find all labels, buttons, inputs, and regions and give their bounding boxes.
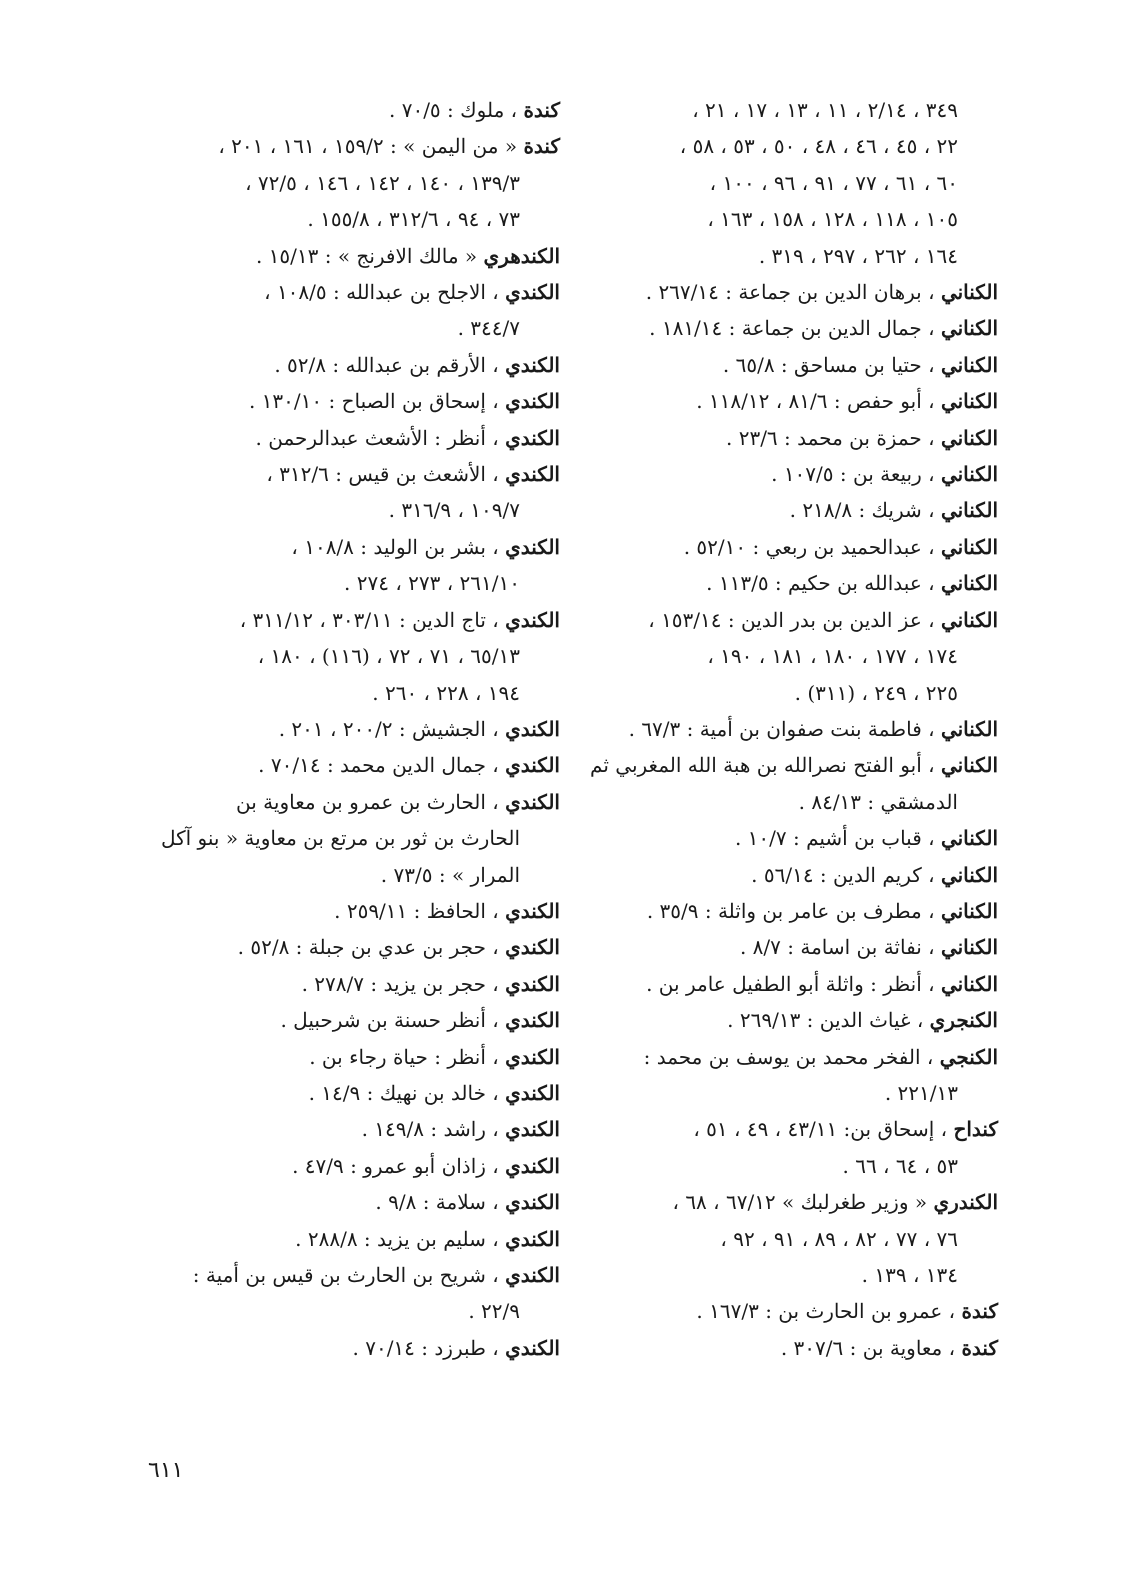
entry-line	[568, 820, 998, 856]
entry-headword: الكندي	[505, 789, 560, 814]
entry-headword: الكندهري	[483, 243, 560, 268]
entry-line	[130, 238, 560, 274]
entry-headword: الكناني	[940, 826, 998, 851]
entry-text: ، نفاثة بن اسامة : ٨/٧ .	[739, 935, 935, 960]
entry-text: ، إسحاق بن: ٤٣/١١ ، ٤٩ ، ٥١ ،	[693, 1117, 948, 1142]
entry-text: ، عبدالله بن حكيم : ١١٣/٥ .	[706, 571, 935, 596]
entry-headword: الكندي	[505, 280, 560, 305]
index-entry	[130, 929, 560, 965]
entry-text: ، جمال الدين محمد : ٧٠/١٤ .	[258, 753, 499, 778]
entry-headword: الكندي	[505, 1263, 560, 1287]
entry-headword: الكناني	[940, 971, 998, 996]
entry-text: ، راشد : ١٤٩/٨ .	[361, 1117, 499, 1142]
entry-headword: الكندي	[505, 1335, 560, 1360]
index-entry	[130, 1039, 560, 1075]
entry-headword: الكندي	[505, 1226, 560, 1251]
index-entry	[568, 383, 998, 419]
entry-text: الحارث بن ثور بن مرتع بن معاوية « بنو آكل	[160, 826, 520, 851]
entry-text: ١٣٩/٣ ، ١٤٠ ، ١٤٢ ، ١٤٦ ، ٧٢/٥ ،	[245, 170, 520, 195]
index-entry	[130, 1148, 560, 1184]
index-entry	[568, 1330, 998, 1366]
entry-line	[130, 201, 560, 237]
entry-headword: الكندي	[505, 389, 560, 414]
index-entry	[130, 92, 560, 128]
entry-text: المرار » : ٧٣/٥ .	[380, 862, 520, 887]
entry-line	[568, 420, 998, 456]
entry-text: ، عبدالحميد بن ربعي : ٥٢/١٠ .	[683, 534, 935, 559]
entry-text: ٧٦ ، ٧٧ ، ٨٢ ، ٨٩ ، ٩١ ، ٩٢ ،	[720, 1226, 958, 1251]
entry-line	[568, 492, 998, 528]
index-entry	[130, 1111, 560, 1147]
entry-line	[130, 638, 560, 674]
entry-text: ، إسحاق بن الصباح : ١٣٠/١٠ .	[248, 389, 499, 414]
entry-headword: الكندي	[505, 607, 560, 632]
entry-line	[568, 1148, 998, 1184]
entry-text: ، شريك : ٢١٨/٨ .	[789, 498, 935, 523]
entry-text: ، زاذان أبو عمرو : ٤٧/٩ .	[292, 1153, 499, 1178]
entry-headword: الكناني	[940, 607, 998, 632]
entry-text: ، ربيعة بن : ١٠٧/٥ .	[771, 462, 935, 487]
entry-line	[568, 565, 998, 601]
entry-text: ١٠٩/٧ ، ٣١٦/٩ .	[388, 498, 520, 523]
entry-line	[130, 420, 560, 456]
entry-line	[130, 1148, 560, 1184]
entry-headword: كنداح	[953, 1117, 998, 1142]
entry-line	[568, 274, 998, 310]
index-entry	[130, 1075, 560, 1111]
entry-text: ، حجر بن عدي بن جبلة : ٥٢/٨ .	[237, 935, 499, 960]
entry-headword: الكندي	[505, 716, 560, 741]
entry-line	[568, 456, 998, 492]
entry-text: ، أبو الفتح نصرالله بن هبة الله المغربي ثم	[590, 753, 935, 778]
index-entry	[568, 529, 998, 565]
entry-line	[568, 929, 998, 965]
entry-line	[568, 966, 998, 1002]
index-entry	[568, 929, 998, 965]
entry-line	[568, 602, 998, 638]
index-entry	[568, 456, 998, 492]
entry-headword: كندة	[523, 98, 560, 122]
entry-line	[568, 1257, 998, 1293]
index-entry	[130, 602, 560, 711]
entry-line	[130, 456, 560, 492]
index-entry	[568, 893, 998, 929]
entry-text: ، حجر بن يزيد : ٢٧٨/٧ .	[301, 971, 499, 996]
entry-headword: الكندي	[505, 1080, 560, 1105]
entry-headword: الكندي	[505, 1190, 560, 1215]
entry-headword: الكناني	[940, 389, 998, 414]
entry-line	[130, 1111, 560, 1147]
index-entry	[568, 347, 998, 383]
entry-text: ٢٦١/١٠ ، ٢٧٣ ، ٢٧٤ .	[344, 571, 520, 596]
entry-headword: الكناني	[940, 716, 998, 741]
entry-headword: الكناني	[940, 753, 998, 778]
entry-line	[568, 1075, 998, 1111]
entry-headword: الكناني	[940, 898, 998, 923]
index-entry	[568, 310, 998, 346]
entry-text: ، حتيا بن مساحق : ٦٥/٨ .	[722, 352, 935, 377]
entry-text: ، كريم الدين : ٥٦/١٤ .	[751, 862, 935, 887]
entry-headword: الكندي	[505, 425, 560, 450]
entry-text: ، أنظر : حياة رجاء بن .	[309, 1044, 499, 1069]
entry-text: ، أنظر : الأشعث عبدالرحمن .	[255, 425, 499, 450]
entry-text: « وزير طغرلبك » ٦٧/١٢ ، ٦٨ ،	[672, 1190, 928, 1215]
entry-headword: الكندي	[505, 1117, 560, 1142]
entry-headword: كندة	[961, 1299, 998, 1324]
entry-headword: الكندي	[505, 1153, 560, 1178]
entry-text: ، حمزة بن محمد : ٢٣/٦ .	[725, 425, 935, 450]
entry-line	[130, 128, 560, 164]
entry-text: ٣٤٩ ، ٢/١٤ ، ١١ ، ١٣ ، ١٧ ، ٢١ ،	[692, 98, 958, 122]
index-entry	[130, 966, 560, 1002]
entry-text: ، خالد بن نهيك : ١٤/٩ .	[308, 1080, 499, 1105]
entry-line	[130, 274, 560, 310]
entry-text: ١٩٤ ، ٢٢٨ ، ٢٦٠ .	[372, 680, 520, 705]
index-entry	[130, 274, 560, 347]
entry-line	[130, 565, 560, 601]
entry-line	[568, 1330, 998, 1366]
entry-headword: الكندي	[505, 534, 560, 559]
entry-headword: الكندي	[505, 462, 560, 487]
entry-text: ، سلامة : ٩/٨ .	[375, 1190, 499, 1215]
entry-text: ، بشر بن الوليد : ١٠٨/٨ ،	[291, 534, 499, 559]
entry-text: « من اليمن » : ١٥٩/٢ ، ١٦١ ، ٢٠١ ،	[218, 134, 518, 159]
entry-line	[130, 1293, 560, 1329]
entry-text: ، الفخر محمد بن يوسف بن محمد :	[643, 1044, 934, 1069]
index-entry	[568, 820, 998, 856]
entry-text: ٢٢٥ ، ٢٤٩ ، (٣١١) .	[794, 680, 958, 705]
index-entry	[130, 1330, 560, 1366]
entry-line	[568, 383, 998, 419]
entry-line	[568, 1039, 998, 1075]
entry-line	[130, 383, 560, 419]
entry-line	[568, 638, 998, 674]
entry-line	[568, 1111, 998, 1147]
entry-line	[568, 529, 998, 565]
entry-line	[130, 347, 560, 383]
index-entry	[130, 1257, 560, 1330]
index-entry	[130, 893, 560, 929]
entry-line	[130, 1221, 560, 1257]
entry-headword: الكناني	[940, 498, 998, 523]
entry-line	[130, 1257, 560, 1293]
entry-headword: الكندري	[933, 1190, 998, 1215]
entry-text: ، شريح بن الحارث بن قيس بن أمية :	[192, 1263, 499, 1287]
entry-line	[568, 128, 998, 164]
index-entry	[130, 1184, 560, 1220]
index-entry	[130, 383, 560, 419]
entry-line	[568, 1184, 998, 1220]
entry-text: ، غياث الدين : ٢٦٩/١٣ .	[727, 1008, 924, 1033]
entry-text: ، مطرف بن عامر بن واثلة : ٣٥/٩ .	[646, 898, 935, 923]
entry-line	[130, 602, 560, 638]
entry-text: ، ملوك : ٧٠/٥ .	[388, 98, 518, 122]
entry-headword: الكناني	[940, 935, 998, 960]
index-entry	[130, 747, 560, 783]
entry-line	[568, 1002, 998, 1038]
entry-headword: الكندي	[505, 352, 560, 377]
entry-line	[568, 747, 998, 783]
index-entry	[568, 711, 998, 747]
entry-headword: الكندي	[505, 898, 560, 923]
index-entry	[130, 456, 560, 529]
entry-headword: الكناني	[940, 462, 998, 487]
entry-text: ، جمال الدين بن جماعة : ١٨١/١٤ .	[649, 316, 935, 341]
entry-line	[130, 857, 560, 893]
entry-text: ٣٤٤/٧ .	[457, 316, 520, 341]
entry-text: ، الأشعث بن قيس : ٣١٢/٦ ،	[266, 462, 499, 487]
entry-text: ، الاجلح بن عبدالله : ١٠٨/٥ ،	[264, 280, 499, 305]
entry-text: ، تاج الدين : ٣٠٣/١١ ، ٣١١/١٢ ،	[239, 607, 499, 632]
entry-headword: الكناني	[940, 862, 998, 887]
index-entry	[130, 784, 560, 893]
entry-line	[130, 165, 560, 201]
entry-text: ٢٢/٩ .	[468, 1299, 520, 1324]
entry-line	[130, 1075, 560, 1111]
entry-text: ، أنظر حسنة بن شرحبيل .	[280, 1008, 499, 1033]
entry-line	[130, 310, 560, 346]
entry-text: ، الأرقم بن عبدالله : ٥٢/٨ .	[274, 352, 499, 377]
entry-text: ، الحافظ : ٢٥٩/١١ .	[334, 898, 499, 923]
entry-headword: الكناني	[940, 534, 998, 559]
entry-headword: الكناني	[940, 425, 998, 450]
entry-headword: الكنجري	[929, 1008, 998, 1033]
entry-headword: الكنجي	[939, 1044, 998, 1069]
entry-text: ، عز الدين بن بدر الدين : ١٥٣/١٤ ،	[648, 607, 935, 632]
entry-text: ، الجشيش : ٢٠٠/٢ ، ٢٠١ .	[278, 716, 499, 741]
entry-text: ، عمرو بن الحارث بن : ١٦٧/٣ .	[696, 1299, 956, 1324]
entry-text: ١٧٤ ، ١٧٧ ، ١٨٠ ، ١٨١ ، ١٩٠ ،	[707, 644, 958, 669]
index-entry	[568, 747, 998, 820]
entry-text: ١٣٤ ، ١٣٩ .	[861, 1263, 958, 1287]
index-entry	[130, 1221, 560, 1257]
entry-headword: كندة	[961, 1335, 998, 1360]
entry-text: ١٦٤ ، ٢٦٢ ، ٢٩٧ ، ٣١٩ .	[758, 243, 958, 268]
entry-text: ، قباب بن أشيم : ١٠/٧ .	[734, 826, 935, 851]
entry-headword: الكناني	[940, 571, 998, 596]
entry-line	[130, 966, 560, 1002]
entry-line	[130, 492, 560, 528]
entry-line	[568, 92, 998, 128]
entry-headword: الكناني	[940, 280, 998, 305]
index-entry	[568, 420, 998, 456]
entry-line	[130, 747, 560, 783]
entry-headword: الكندي	[505, 753, 560, 778]
entry-line	[130, 893, 560, 929]
entry-headword: كندة	[523, 134, 560, 159]
entry-line	[568, 310, 998, 346]
index-entry	[130, 238, 560, 274]
index-entry	[130, 1002, 560, 1038]
entry-text: ٢٢ ، ٤٥ ، ٤٦ ، ٤٨ ، ٥٠ ، ٥٣ ، ٥٨ ،	[679, 134, 958, 159]
entry-line	[130, 711, 560, 747]
index-entry	[568, 602, 998, 711]
entry-headword: الكناني	[940, 316, 998, 341]
index-column-left	[130, 92, 560, 1366]
index-entry	[568, 492, 998, 528]
entry-text: ١٠٥ ، ١١٨ ، ١٢٨ ، ١٥٨ ، ١٦٣ ،	[707, 207, 958, 232]
index-entry	[130, 529, 560, 602]
page-number: ٦١١	[148, 1458, 184, 1483]
index-entry	[568, 966, 998, 1002]
index-entry	[568, 1184, 998, 1293]
entry-line	[130, 784, 560, 820]
entry-line	[568, 711, 998, 747]
index-entry	[130, 347, 560, 383]
entry-line	[130, 529, 560, 565]
entry-text: ، معاوية بن : ٣٠٧/٦ .	[780, 1335, 956, 1360]
entry-line	[130, 1184, 560, 1220]
index-entry	[568, 1111, 998, 1184]
entry-headword: الكندي	[505, 935, 560, 960]
entry-text: ، طبرزد : ٧٠/١٤ .	[352, 1335, 499, 1360]
entry-line	[568, 201, 998, 237]
entry-line	[130, 1330, 560, 1366]
index-entry	[568, 1039, 998, 1112]
entry-line	[568, 893, 998, 929]
entry-line	[568, 1293, 998, 1329]
entry-text: « مالك الافرنج » : ١٥/١٣ .	[255, 243, 478, 268]
entry-headword: الكندي	[505, 1044, 560, 1069]
entry-text: ، فاطمة بنت صفوان بن أمية : ٦٧/٣ .	[628, 716, 935, 741]
entry-headword: الكندي	[505, 1008, 560, 1033]
entry-text: ٢٢١/١٣ .	[884, 1080, 958, 1105]
entry-line	[130, 1002, 560, 1038]
entry-text: الدمشقي : ٨٤/١٣ .	[798, 789, 958, 814]
entry-line	[130, 929, 560, 965]
index-entry	[130, 420, 560, 456]
entry-text: ، أبو حفص : ٨١/٦ ، ١١٨/١٢ .	[696, 389, 935, 414]
entry-line	[568, 1221, 998, 1257]
index-entry	[568, 1002, 998, 1038]
index-entry	[568, 92, 998, 274]
entry-line	[568, 784, 998, 820]
entry-text: ، الحارث بن عمرو بن معاوية بن	[236, 789, 499, 814]
entry-headword: الكناني	[940, 352, 998, 377]
index-column-right	[568, 92, 998, 1366]
entry-line	[130, 820, 560, 856]
entry-line	[568, 165, 998, 201]
entry-line	[568, 238, 998, 274]
entry-text: ، برهان الدين بن جماعة : ٢٦٧/١٤ .	[645, 280, 935, 305]
entry-line	[568, 675, 998, 711]
index-entry	[130, 128, 560, 237]
entry-text: ، أنظر : واثلة أبو الطفيل عامر بن .	[646, 971, 935, 996]
index-entry	[130, 711, 560, 747]
entry-text: ، سليم بن يزيد : ٢٨٨/٨ .	[295, 1226, 499, 1251]
entry-headword: الكندي	[505, 971, 560, 996]
entry-text: ٦٥/١٣ ، ٧١ ، ٧٢ ، (١١٦) ، ١٨٠ ،	[257, 644, 520, 669]
entry-text: ٥٣ ، ٦٤ ، ٦٦ .	[842, 1153, 958, 1178]
entry-line	[130, 675, 560, 711]
index-entry	[568, 274, 998, 310]
entry-line	[130, 1039, 560, 1075]
index-entry	[568, 1293, 998, 1329]
entry-text: ٦٠ ، ٦١ ، ٧٧ ، ٩١ ، ٩٦ ، ١٠٠ ،	[709, 170, 958, 195]
entry-line	[568, 857, 998, 893]
entry-line	[130, 92, 560, 128]
entry-line	[568, 347, 998, 383]
entry-text: ٧٣ ، ٩٤ ، ٣١٢/٦ ، ١٥٥/٨ .	[307, 207, 520, 232]
index-entry	[568, 565, 998, 601]
index-entry	[568, 857, 998, 893]
